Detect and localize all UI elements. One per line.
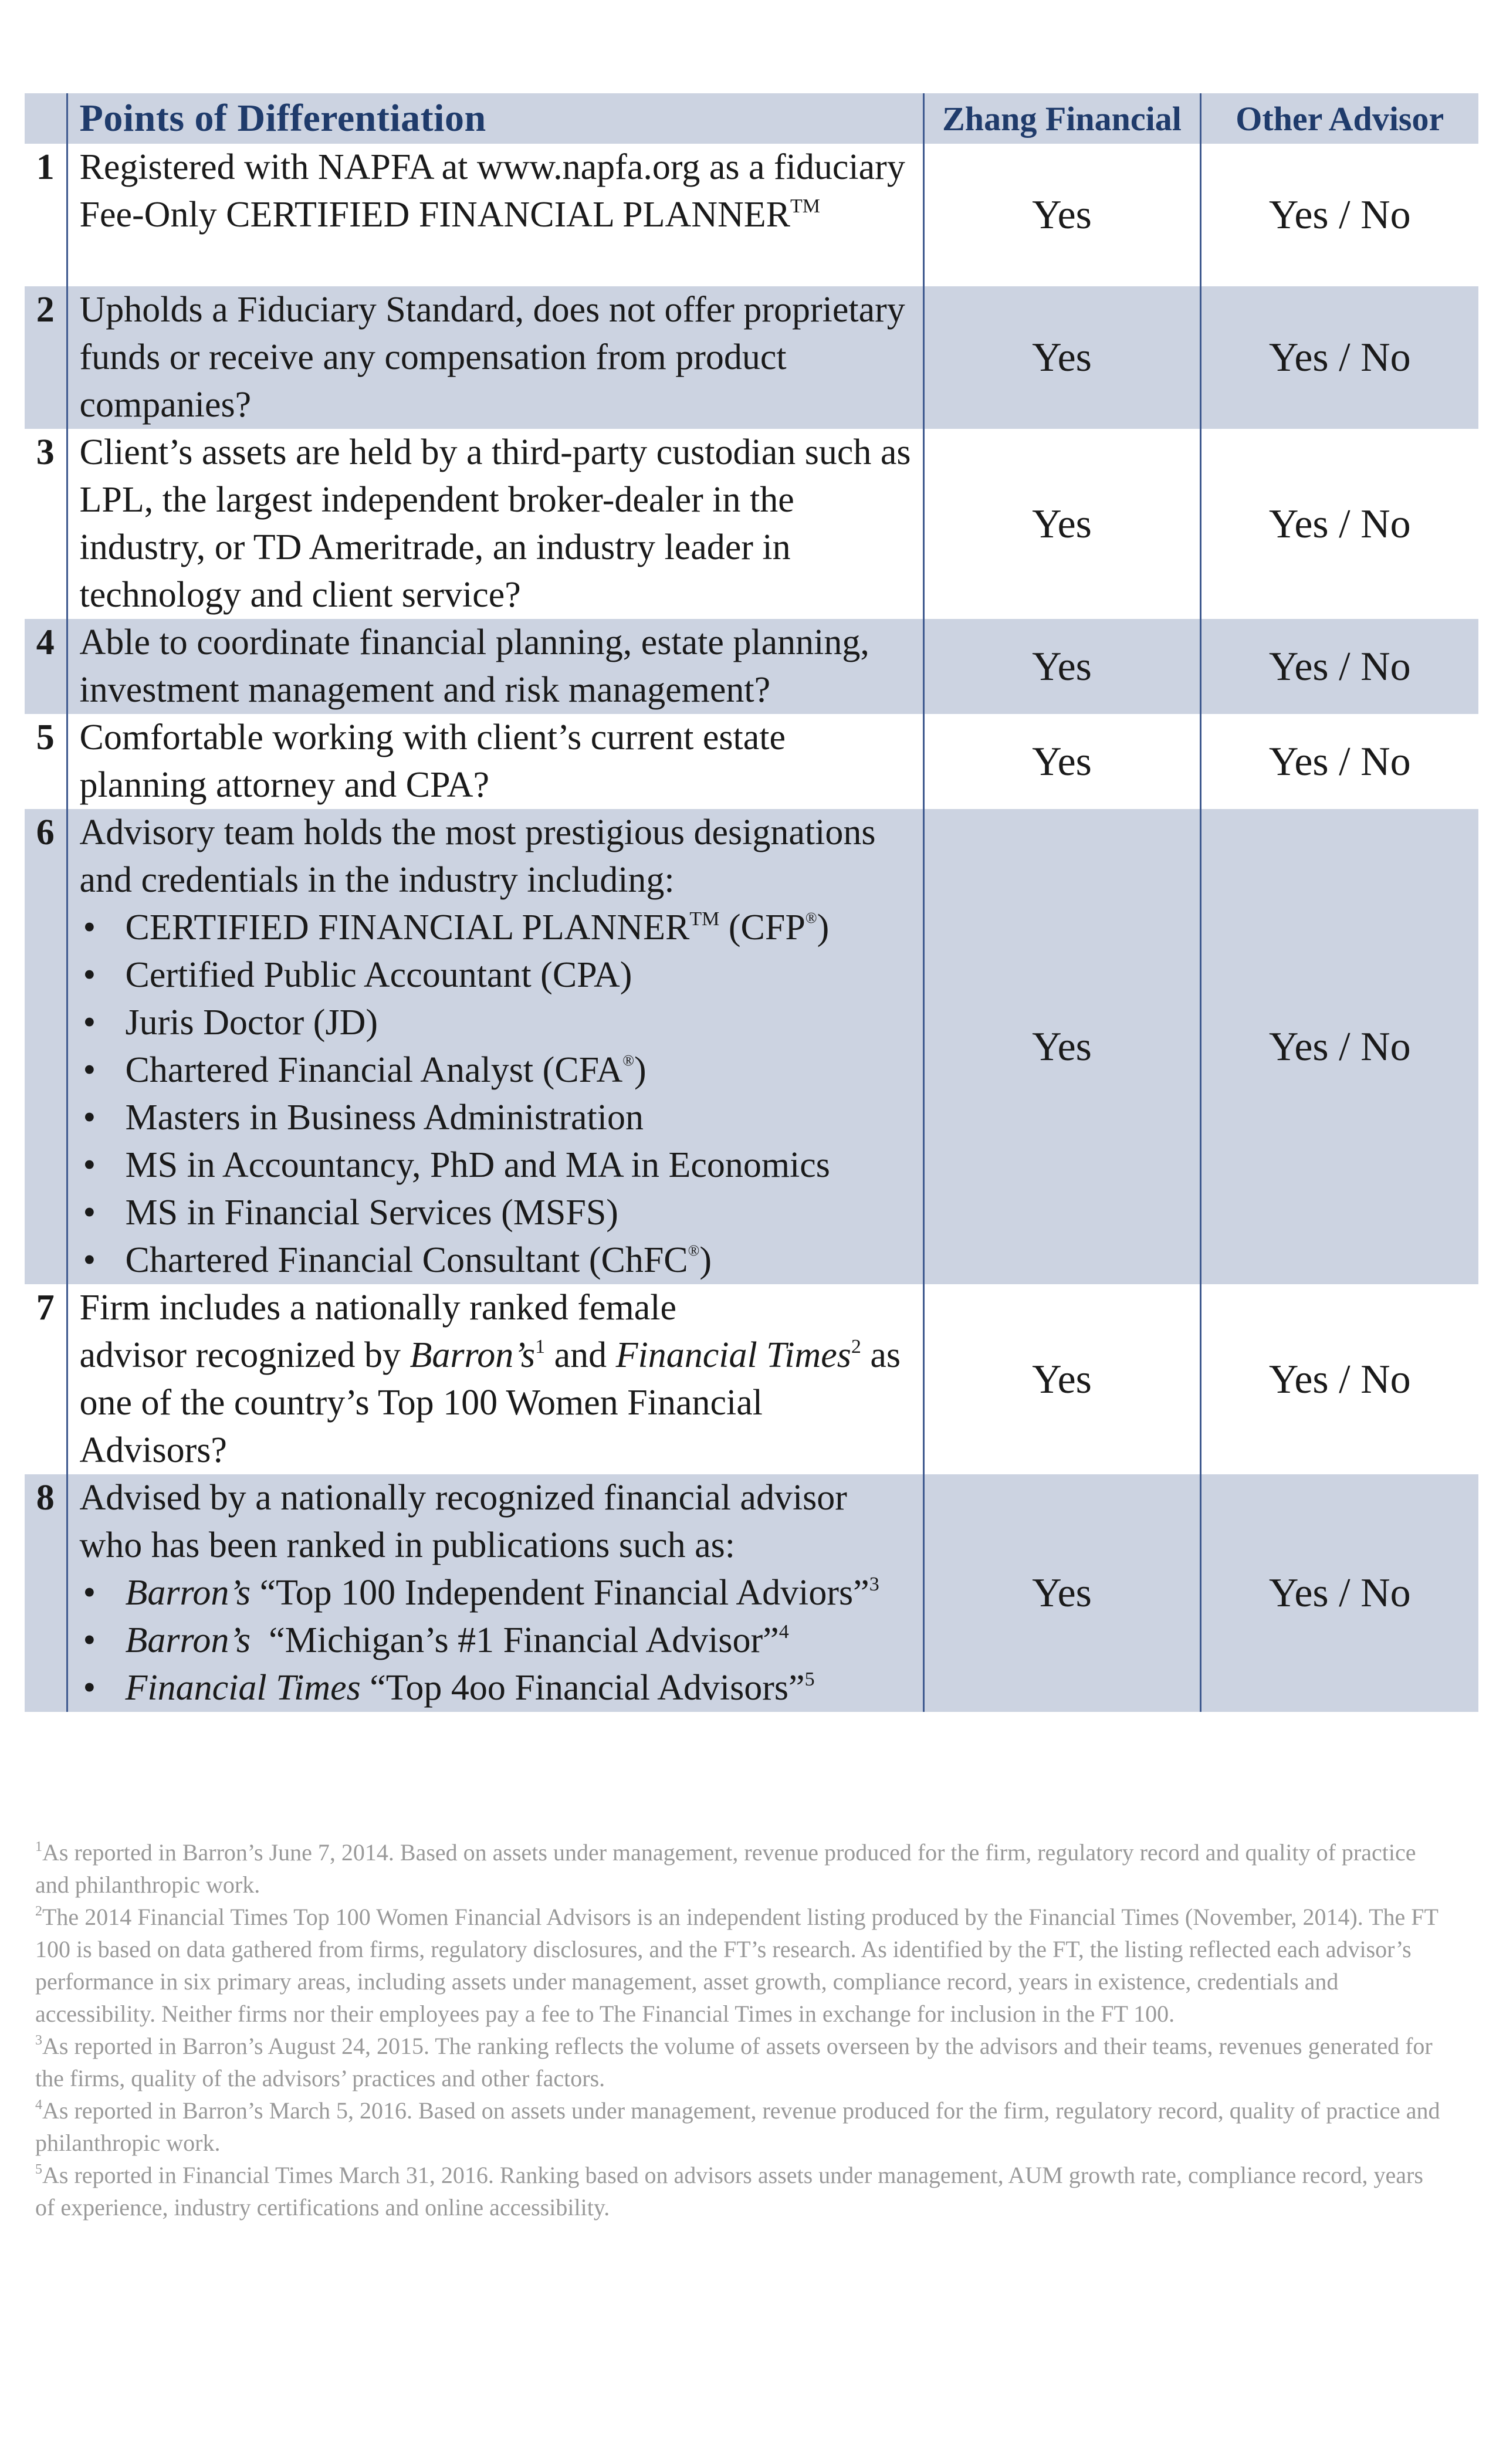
table-row [25,1474,1478,1712]
ranking-text: “Top 4oo Financial Advisors” [360,1668,805,1708]
other-answer: Yes / No [1200,144,1478,286]
row-text: advisor recognized by [79,1335,410,1375]
row-description: Comfortable working with client’s current estate planning attorney and CPA? [67,714,923,809]
row-number: 3 [25,429,67,619]
credential-text: CERTIFIED FINANCIAL PLANNER [125,908,690,947]
footnote-ref: 4 [779,1621,789,1643]
row-intro: Advisory team holds the most prestigious designations and credentials in the industry including: [79,813,876,900]
list-item [80,1617,913,1664]
row-number: 8 [25,1474,67,1712]
publication-name: Barron’s [409,1335,536,1375]
footnote [35,1836,1443,1901]
footnote-mark: 2 [35,1904,42,1919]
footnote-mark: 1 [35,1839,42,1854]
credentials-list [80,904,913,1284]
table-row [25,144,1478,286]
credential-text: Chartered Financial Analyst (CFA [125,1050,623,1090]
row-number: 2 [25,286,67,429]
row-text: as [861,1335,901,1375]
other-answer: Yes / No [1200,1284,1478,1474]
zhang-answer: Yes [923,809,1200,1284]
credential-text: ) [817,908,830,947]
list-item: • Masters in Business Administration [80,1094,913,1142]
list-item [80,1047,913,1094]
credential-text: Chartered Financial Consultant (ChFC [125,1240,688,1280]
registered-mark: ® [622,1052,635,1069]
footnote-mark: 4 [35,2097,42,2113]
list-item: • Certified Public Accountant (CPA) [80,952,913,999]
header-number-cell [25,93,67,144]
list-item: • MS in Financial Services (MSFS) [80,1189,913,1237]
zhang-answer: Yes [923,286,1200,429]
footnotes [35,1836,1443,2223]
row-text: Registered with NAPFA at www.napfa.org as a fiduciary Fee-Only CERTIFIED FINANCIAL PLANNER [79,147,905,235]
footnote [35,2159,1443,2223]
header-zhang-financial: Zhang Financial [923,93,1200,144]
ranking-text: “Top 100 Independent Financial Adviors” [251,1573,869,1613]
table-header-row [25,93,1478,144]
table-row [25,286,1478,429]
row-number: 4 [25,619,67,714]
row-description: Able to coordinate financial planning, estate planning, investment management and risk management? [67,619,923,714]
row-description: Upholds a Fiduciary Standard, does not offer proprietary funds or receive any compensation from product companies? [67,286,923,429]
row-description [67,809,923,1284]
footnote-text: The 2014 Financial Times Top 100 Women Financial Advisors is an independent listing produced by the Financial Times (November, 2014). The FT 100 is based on data gathered from firms, regulatory disclosures, and the FT’s research. As identified by the FT, the listing reflected each advisor’s performance in six primary areas, including assets under management, asset growth, compliance record, years in existence, credentials and accessibility. Neither firms nor their employees pay a fee to The Financial Times in exchange for inclusion in the FT 100. [35,1904,1439,2027]
list-item [80,1237,913,1284]
footnote-ref: 1 [535,1336,546,1358]
registered-mark: ® [688,1242,700,1259]
table-row [25,809,1478,1284]
zhang-answer: Yes [923,619,1200,714]
row-description: Client’s assets are held by a third-party custodian such as LPL, the largest independent broker-dealer in the industry, or TD Ameritrade, an industry leader in technology and client service? [67,429,923,619]
row-line [80,1332,913,1379]
row-number: 6 [25,809,67,1284]
footnote-ref: 2 [851,1336,861,1358]
footnote-mark: 5 [35,2162,42,2177]
footnote-ref: 5 [804,1668,815,1690]
header-other-advisor: Other Advisor [1200,93,1478,144]
other-answer: Yes / No [1200,1474,1478,1712]
footnote-ref: 3 [869,1573,879,1595]
publication-name: Barron’s [125,1620,251,1660]
footnote [35,2094,1443,2159]
footnote [35,2030,1443,2094]
footnote-text: As reported in Barron’s August 24, 2015. The ranking reflects the volume of assets overseen by the advisors and their teams, revenues generated for the firms, quality of the advisors’ practices and other factors. [35,2033,1433,2091]
table-row [25,1284,1478,1474]
footnote-text: As reported in Barron’s June 7, 2014. Based on assets under management, revenue produced for the firm, regulatory record and quality of practice and philanthropic work. [35,1839,1416,1898]
footnote-mark: 3 [35,2033,42,2048]
list-item [80,1569,913,1617]
other-answer: Yes / No [1200,429,1478,619]
credential-text: ) [634,1050,647,1090]
trademark-mark: TM [689,908,720,930]
publication-name: Financial Times [125,1668,361,1708]
list-item [80,904,913,952]
other-answer: Yes / No [1200,286,1478,429]
row-line: one of the country’s Top 100 Women Financial Advisors? [79,1383,763,1470]
table-row [25,714,1478,809]
zhang-answer: Yes [923,429,1200,619]
trademark-mark: TM [790,195,821,217]
credential-text: ) [699,1240,712,1280]
row-description [67,1474,923,1712]
zhang-answer: Yes [923,1474,1200,1712]
header-points-of-differentiation: Points of Differentiation [67,93,923,144]
table-row [25,619,1478,714]
row-text: and [545,1335,616,1375]
footnote [35,1901,1443,2030]
list-item: • Juris Doctor (JD) [80,999,913,1047]
publication-name: Barron’s [125,1573,251,1613]
comparison-table [25,93,1478,1712]
row-line: Firm includes a nationally ranked female [79,1288,676,1328]
footnote-text: As reported in Financial Times March 31, 2016. Ranking based on advisors assets under management, AUM growth rate, compliance record, years of experience, industry certifications and online accessibility. [35,2162,1423,2221]
zhang-answer: Yes [923,144,1200,286]
row-number: 7 [25,1284,67,1474]
footnote-text: As reported in Barron’s March 5, 2016. Based on assets under management, revenue produced for the firm, regulatory record, quality of practice and philanthropic work. [35,2097,1440,2156]
registered-mark: ® [805,909,817,926]
row-intro: Advised by a nationally recognized financial advisor who has been ranked in publications such as: [79,1478,847,1565]
list-item: • MS in Accountancy, PhD and MA in Economics [80,1142,913,1189]
other-answer: Yes / No [1200,619,1478,714]
publication-name: Financial Times [615,1335,851,1375]
row-number: 5 [25,714,67,809]
other-answer: Yes / No [1200,809,1478,1284]
credential-text: (CFP [719,908,805,947]
list-item [80,1664,913,1712]
table-row [25,429,1478,619]
rankings-list [80,1569,913,1712]
zhang-answer: Yes [923,714,1200,809]
other-answer: Yes / No [1200,714,1478,809]
row-number: 1 [25,144,67,286]
row-description [67,144,923,286]
zhang-answer: Yes [923,1284,1200,1474]
ranking-text: “Michigan’s #1 Financial Advisor” [251,1620,779,1660]
row-description [67,1284,923,1474]
